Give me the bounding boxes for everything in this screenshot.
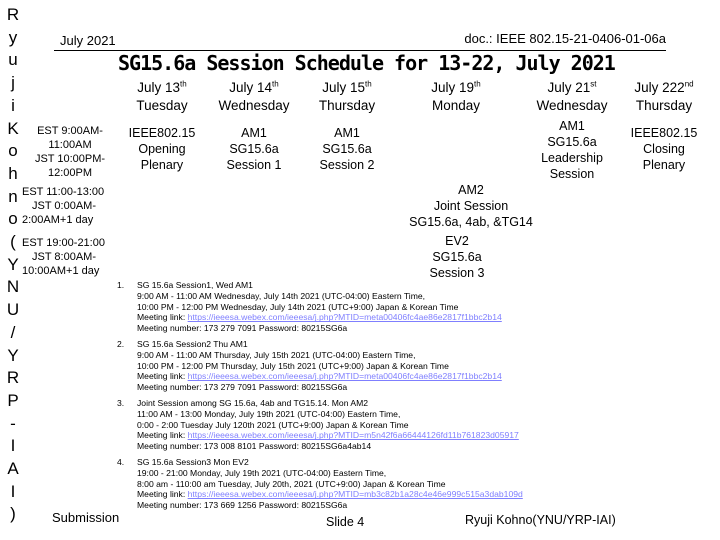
cell-line: Session 1 bbox=[226, 158, 282, 172]
cell-line: SG15.6a bbox=[322, 142, 372, 156]
cell-line: Plenary bbox=[642, 158, 686, 172]
column-weekday: Wednesday bbox=[218, 98, 290, 113]
side-char: o bbox=[8, 141, 18, 161]
note-body bbox=[137, 280, 523, 334]
cell-opening-plenary bbox=[118, 125, 206, 173]
note-line: SG 15.6a Session1, Wed AM1 bbox=[137, 280, 253, 290]
cell-line: Opening bbox=[138, 142, 186, 156]
meeting-link[interactable]: https://ieeesa.webex.com/ieeesa/j.php?MTID=meta00406fc4ae86e2817f1bbc2b14 bbox=[187, 371, 502, 382]
row-label-line: 2:00AM+1 day bbox=[22, 214, 94, 226]
cell-line: IEEE802.15 bbox=[128, 126, 196, 140]
column-header-jul13 bbox=[118, 79, 206, 115]
side-char: / bbox=[10, 322, 16, 342]
side-char: P bbox=[7, 390, 19, 410]
side-char: A bbox=[7, 459, 19, 479]
column-date: July 21 bbox=[547, 80, 591, 95]
side-char: ( bbox=[10, 232, 16, 252]
cell-line: AM1 bbox=[334, 126, 360, 140]
page-title: SG15.6a Session Schedule for 13-22, July 2021 bbox=[118, 51, 615, 75]
note-body bbox=[137, 339, 523, 393]
side-char: N bbox=[6, 277, 20, 297]
row-label-am2 bbox=[22, 185, 122, 227]
note-line: Meeting number: 173 279 7091 Password: 80215SG6a bbox=[137, 323, 348, 334]
note-link-label: Meeting link: bbox=[137, 312, 188, 323]
note-line: 19:00 - 21:00 Monday, July 19th 2021 (UTC-04:00) Eastern Time, bbox=[137, 467, 387, 478]
side-char: h bbox=[8, 163, 18, 183]
cell-session-3 bbox=[400, 233, 514, 281]
side-char: i bbox=[11, 95, 15, 115]
column-date: July 15 bbox=[322, 80, 366, 95]
header-doc-number: doc.: IEEE 802.15-21-0406-01-06a bbox=[464, 31, 666, 46]
note-line: Meeting number: 173 669 1256 Password: 80215SG6a bbox=[137, 500, 348, 511]
row-label-line: JST 10:00PM- bbox=[34, 153, 106, 165]
cell-line: SG15.6a bbox=[547, 135, 597, 149]
note-body bbox=[137, 398, 523, 452]
side-char: j bbox=[11, 73, 15, 93]
note-number: 2. bbox=[117, 338, 125, 349]
cell-line: Session 3 bbox=[429, 266, 485, 280]
date-suffix: th bbox=[474, 79, 481, 89]
cell-line: AM1 bbox=[241, 126, 267, 140]
column-date: July 222 bbox=[634, 80, 685, 95]
column-header-jul22 bbox=[622, 79, 706, 115]
side-char: K bbox=[7, 118, 19, 138]
cell-joint-session bbox=[386, 182, 556, 230]
note-link-label: Meeting link: bbox=[137, 489, 188, 500]
side-char: y bbox=[8, 27, 18, 47]
column-weekday: Tuesday bbox=[136, 98, 188, 113]
row-label-ev2 bbox=[22, 236, 122, 278]
date-suffix: st bbox=[590, 79, 597, 89]
side-char: R bbox=[6, 368, 20, 388]
column-header-jul21 bbox=[526, 79, 618, 115]
note-number: 4. bbox=[117, 456, 125, 467]
note-body bbox=[137, 457, 523, 511]
row-label-line: 10:00AM+1 day bbox=[22, 265, 100, 277]
side-char: R bbox=[6, 5, 20, 24]
cell-line: Joint Session bbox=[433, 199, 509, 213]
column-weekday: Monday bbox=[431, 98, 481, 113]
column-weekday: Thursday bbox=[318, 98, 376, 113]
cell-line: EV2 bbox=[445, 234, 469, 248]
row-label-line: JST 8:00AM- bbox=[32, 251, 96, 263]
note-link-label: Meeting link: bbox=[137, 371, 188, 382]
side-author-label bbox=[6, 4, 20, 526]
note-line: 9:00 AM - 11:00 AM Thursday, July 15th 2021 (UTC-04:00) Eastern Time, bbox=[137, 349, 416, 360]
footer-author: Ryuji Kohno(YNU/YRP-IAI) bbox=[465, 513, 616, 527]
note-line: Joint Session among SG 15.6a, 4ab and TG15.14. Mon AM2 bbox=[137, 397, 369, 408]
footer-slide-number: Slide 4 bbox=[326, 515, 365, 529]
note-item bbox=[117, 398, 523, 452]
cell-line: AM2 bbox=[458, 183, 484, 197]
note-line: 10:00 PM - 12:00 PM Wednesday, July 14th 2021 (UTC+9:00) Japan & Korean Time bbox=[137, 301, 459, 312]
cell-closing-plenary bbox=[622, 125, 706, 173]
cell-line: Closing bbox=[643, 142, 685, 156]
note-item bbox=[117, 280, 523, 334]
row-label-line: EST 19:00-21:00 bbox=[22, 237, 105, 249]
note-line: 0:00 - 2:00 Tuesday July 120th 2021 (UTC+9:00) Japan & Korean Time bbox=[137, 419, 409, 430]
note-line: Meeting number: 173 279 7091 Password: 80215SG6a bbox=[137, 382, 348, 393]
column-date: July 19 bbox=[431, 80, 475, 95]
note-item bbox=[117, 457, 523, 511]
side-char: U bbox=[6, 300, 20, 320]
cell-line: Leadership bbox=[541, 151, 603, 165]
side-char: - bbox=[10, 413, 16, 433]
cell-line: AM1 bbox=[559, 119, 585, 133]
side-char: Y bbox=[7, 254, 19, 274]
meeting-link[interactable]: https://ieeesa.webex.com/ieeesa/j.php?MTID=meta00406fc4ae86e2817f1bbc2b14 bbox=[187, 312, 502, 323]
note-item bbox=[117, 339, 523, 393]
date-suffix: th bbox=[272, 79, 279, 89]
column-header-jul15 bbox=[302, 79, 392, 115]
note-line: SG 15.6a Session2 Thu AM1 bbox=[137, 338, 248, 349]
cell-line: Plenary bbox=[140, 158, 184, 172]
side-char: I bbox=[10, 481, 16, 501]
cell-line: Session bbox=[549, 167, 595, 181]
header-date: July 2021 bbox=[60, 33, 116, 48]
cell-session-1 bbox=[208, 125, 300, 173]
row-label-am1 bbox=[30, 124, 110, 180]
row-label-line: 11:00AM bbox=[48, 139, 92, 151]
side-char: ) bbox=[10, 504, 16, 524]
date-suffix: th bbox=[365, 79, 372, 89]
side-char: I bbox=[10, 436, 16, 456]
row-label-line: 12:00PM bbox=[47, 167, 93, 179]
note-link-label: Meeting link: bbox=[137, 430, 188, 441]
cell-line: SG15.6a bbox=[432, 250, 482, 264]
note-line: Meeting number: 173 008 8101 Password: 80215SG6a4ab14 bbox=[137, 441, 372, 452]
note-line: SG 15.6a Session3 Mon EV2 bbox=[137, 456, 249, 467]
side-char: n bbox=[8, 186, 18, 206]
column-date: July 14 bbox=[229, 80, 273, 95]
date-suffix: th bbox=[180, 79, 187, 89]
row-label-line: EST 11:00-13:00 bbox=[22, 186, 105, 198]
cell-leadership-session bbox=[526, 118, 618, 182]
note-line: 11:00 AM - 13:00 Monday, July 19th 2021 (UTC-04:00) Eastern Time, bbox=[137, 408, 401, 419]
column-header-jul19 bbox=[396, 79, 516, 115]
date-suffix: nd bbox=[684, 79, 694, 89]
side-char: u bbox=[8, 50, 18, 70]
side-char: o bbox=[8, 209, 18, 229]
cell-line: SG15.6a bbox=[229, 142, 279, 156]
note-number: 1. bbox=[117, 280, 125, 290]
note-line: 10:00 PM - 12:00 PM Thursday, July 15th 2021 (UTC+9:00) Japan & Korean Time bbox=[137, 360, 449, 371]
column-header-jul14 bbox=[208, 79, 300, 115]
note-line: 8:00 am - 110:00 am Tuesday, July 20th, 2021 (UTC+9:00) Japan & Korean Time bbox=[137, 478, 446, 489]
meeting-notes bbox=[117, 280, 523, 516]
cell-line: SG15.6a, 4ab, &TG14 bbox=[409, 215, 533, 229]
note-line: 9:00 AM - 11:00 AM Wednesday, July 14th 2021 (UTC-04:00) Eastern Time, bbox=[137, 290, 426, 301]
row-label-line: JST 0:00AM- bbox=[32, 200, 96, 212]
meeting-link[interactable]: https://ieeesa.webex.com/ieeesa/j.php?MTID=m5n42f6a66444126fd11b761823d05917 bbox=[187, 430, 519, 441]
meeting-link[interactable]: https://ieeesa.webex.com/ieeesa/j.php?MTID=mb3c82b1a28c4e46e999c515a3dab109d bbox=[187, 489, 523, 500]
row-label-line: EST 9:00AM- bbox=[37, 125, 103, 137]
column-date: July 13 bbox=[137, 80, 181, 95]
cell-session-2 bbox=[302, 125, 392, 173]
side-char: Y bbox=[7, 345, 19, 365]
column-weekday: Thursday bbox=[635, 98, 693, 113]
note-number: 3. bbox=[117, 397, 125, 408]
column-weekday: Wednesday bbox=[536, 98, 608, 113]
footer-submission: Submission bbox=[52, 510, 120, 525]
cell-line: Session 2 bbox=[319, 158, 375, 172]
cell-line: IEEE802.15 bbox=[630, 126, 698, 140]
